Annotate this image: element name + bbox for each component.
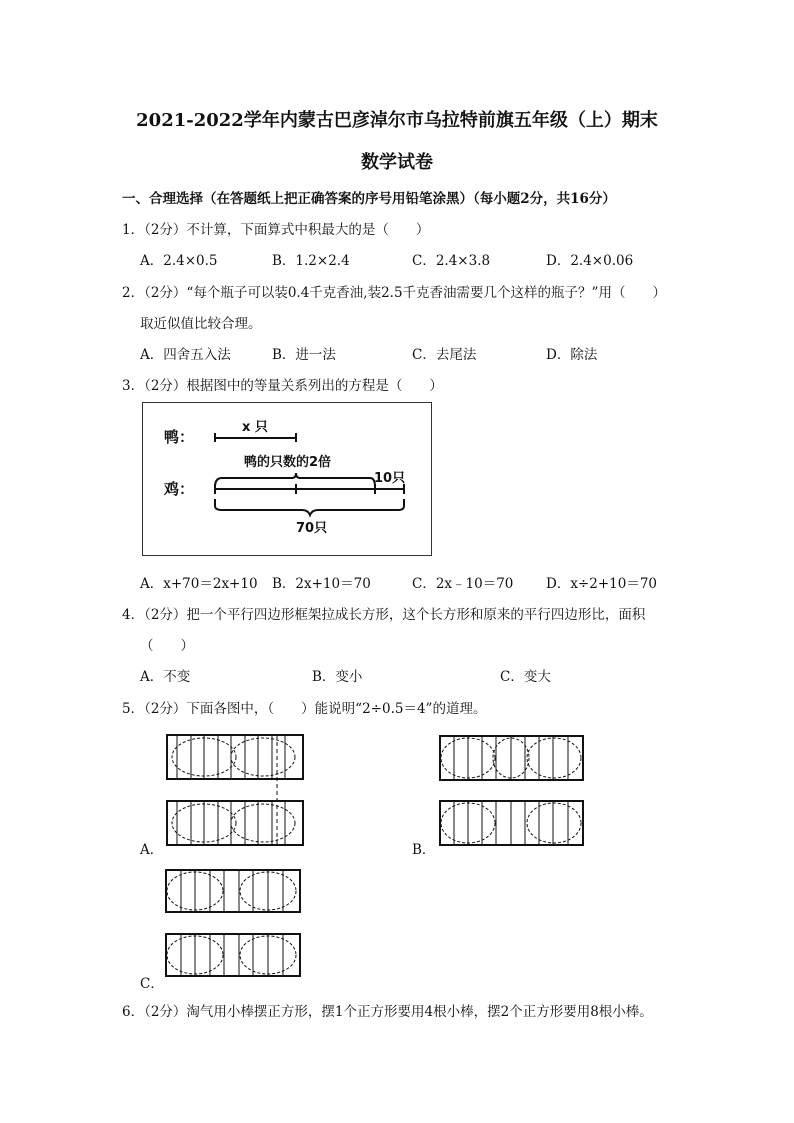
ten-label: 10只	[374, 471, 406, 486]
q2-option-b[interactable]: B．进一法	[272, 347, 336, 363]
q5-figure-b	[438, 733, 586, 848]
section-heading: 一、合理选择（在答题纸上把正确答案的序号用铅笔涂黑）（每小题2分，共16分）	[122, 191, 616, 207]
q3-option-d[interactable]: D．x÷2+10＝70	[546, 576, 658, 592]
q2-option-c[interactable]: C．去尾法	[412, 347, 477, 363]
q3-option-b[interactable]: B．2x+10＝70	[272, 576, 371, 592]
q5-option-b[interactable]: B．	[412, 842, 436, 858]
q3-line-diagram	[142, 402, 432, 556]
question-4-stem: 4．（2分）把一个平行四边形框架拉成长方形，这个长方形和原来的平行四边形比，面积	[122, 607, 646, 623]
q1-option-d[interactable]: D．2.4×0.06	[546, 253, 634, 269]
question-6-stem: 6．（2分）淘气用小棒摆正方形，摆1个正方形要用4根小棒，摆2个正方形要用8根小棒。	[122, 1004, 653, 1020]
q2-option-a[interactable]: A．四舍五入法	[140, 347, 231, 363]
page-title: 2021-2022学年内蒙古巴彦淖尔市乌拉特前旗五年级（上）期末	[136, 110, 658, 131]
question-4-stem-cont: （ ）	[140, 638, 194, 654]
q4-option-c[interactable]: C．变大	[500, 669, 551, 685]
question-2-stem: 2．（2分）“每个瓶子可以装0.4千克香油,装2.5千克香油需要几个这样的瓶子？”用（ ）	[122, 285, 666, 301]
q3-option-a[interactable]: A．x+70＝2x+10	[140, 576, 258, 592]
question-3-stem: 3．（2分）根据图中的等量关系列出的方程是（ ）	[122, 378, 443, 394]
q5-option-a[interactable]: A．	[140, 842, 164, 858]
q1-option-a[interactable]: A．2.4×0.5	[140, 253, 218, 269]
duck-label: 鸭：	[164, 428, 195, 446]
q4-option-a[interactable]: A．不变	[140, 669, 191, 685]
q1-option-b[interactable]: B．1.2×2.4	[272, 253, 350, 269]
q4-option-b[interactable]: B．变小	[312, 669, 363, 685]
question-1-stem: 1．（2分）不计算，下面算式中积最大的是（ ）	[122, 222, 430, 238]
total-label: 70只	[296, 521, 328, 536]
q5-figure-c	[164, 868, 304, 980]
q5-option-c[interactable]: C．	[140, 976, 164, 992]
question-5-stem: 5．（2分）下面各图中，（ ）能说明“2÷0.5＝4”的道理。	[122, 701, 487, 717]
q1-option-c[interactable]: C．2.4×3.8	[412, 253, 491, 269]
x-label: x 只	[242, 420, 268, 435]
q3-option-c[interactable]: C．2x﹣10＝70	[412, 576, 514, 592]
page-title-line2: 数学试卷	[361, 152, 433, 173]
question-2-stem-cont: 取近似值比较合理。	[140, 316, 262, 332]
q2-option-d[interactable]: D．除法	[546, 347, 598, 363]
q5-figure-a	[166, 733, 306, 848]
chicken-label: 鸡：	[164, 480, 195, 498]
double-label: 鸭的只数的2倍	[244, 455, 332, 470]
